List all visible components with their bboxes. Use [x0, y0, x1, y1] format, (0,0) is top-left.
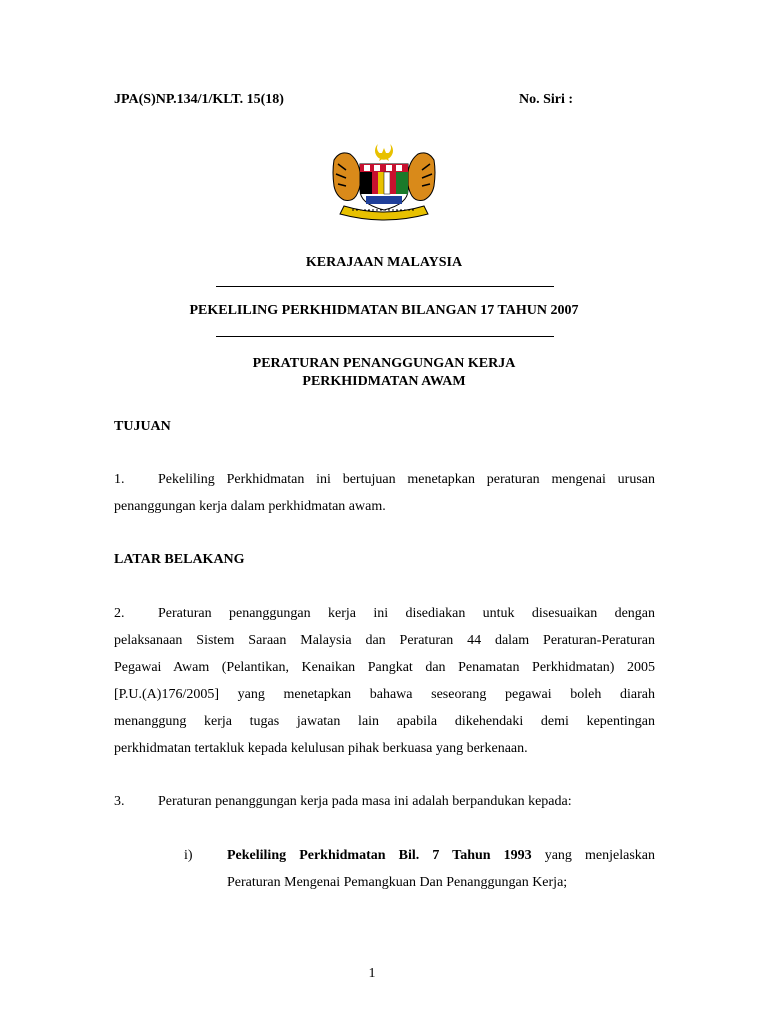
government-heading: KERAJAAN MALAYSIA — [305, 255, 463, 270]
paragraph-3 — [114, 788, 655, 815]
paragraph-line: perkhidmatan tertakluk kepada kelulusan pihak berkuasa yang berkenaan. — [114, 741, 528, 756]
paragraph-line: [P.U.(A)176/2005] yang menetapkan bahawa seseorang pegawai boleh diarah — [114, 687, 655, 702]
malaysia-coat-of-arms-icon — [326, 140, 442, 222]
paragraph-line: Pegawai Awam (Pelantikan, Kenaikan Pangkat dan Penamatan Perkhidmatan) 2005 — [114, 660, 655, 675]
list-item — [184, 842, 655, 896]
list-item-line: Peraturan Mengenai Pemangkuan Dan Penanggungan Kerja; — [227, 875, 568, 890]
list-item-rest: yang menjelaskan — [531, 848, 655, 863]
serial-number-label: No. Siri : — [519, 92, 574, 107]
list-item-line — [227, 842, 655, 869]
paragraph-number: 3. — [114, 794, 125, 809]
section-heading-tujuan: TUJUAN — [114, 419, 171, 434]
paragraph-line: Pekeliling Perkhidmatan ini bertujuan menetapkan peraturan mengenai urusan — [158, 472, 655, 487]
circular-title: PEKELILING PERKHIDMATAN BILANGAN 17 TAHUN 2007 — [189, 303, 579, 318]
section-heading-latar-belakang: LATAR BELAKANG — [114, 552, 245, 567]
paragraph-line: Peraturan penanggungan kerja ini disediakan untuk disesuaikan dengan — [158, 606, 655, 621]
page-number: 1 — [368, 966, 376, 981]
paragraph-number: 2. — [114, 606, 125, 621]
divider — [216, 286, 554, 287]
subject-line-2: PERKHIDMATAN AWAM — [302, 374, 466, 389]
paragraph-number: 1. — [114, 472, 125, 487]
list-item-number: i) — [184, 848, 193, 863]
subject-line-1: PERATURAN PENANGGUNGAN KERJA — [252, 356, 516, 371]
reference-number: JPA(S)NP.134/1/KLT. 15(18) — [114, 92, 284, 107]
paragraph-line: pelaksanaan Sistem Saraan Malaysia dan Peraturan 44 dalam Peraturan-Peraturan — [114, 633, 655, 648]
paragraph-line: penanggungan kerja dalam perkhidmatan awam. — [114, 499, 386, 514]
paragraph-2 — [114, 600, 655, 762]
list-item-bold: Pekeliling Perkhidmatan Bil. 7 Tahun 1993 — [227, 848, 532, 863]
paragraph-line: Peraturan penanggungan kerja pada masa ini adalah berpandukan kepada: — [158, 794, 572, 809]
divider — [216, 336, 554, 337]
paragraph-line: menanggung kerja tugas jawatan lain apabila dikehendaki demi kepentingan — [114, 714, 655, 729]
paragraph-1 — [114, 466, 655, 520]
